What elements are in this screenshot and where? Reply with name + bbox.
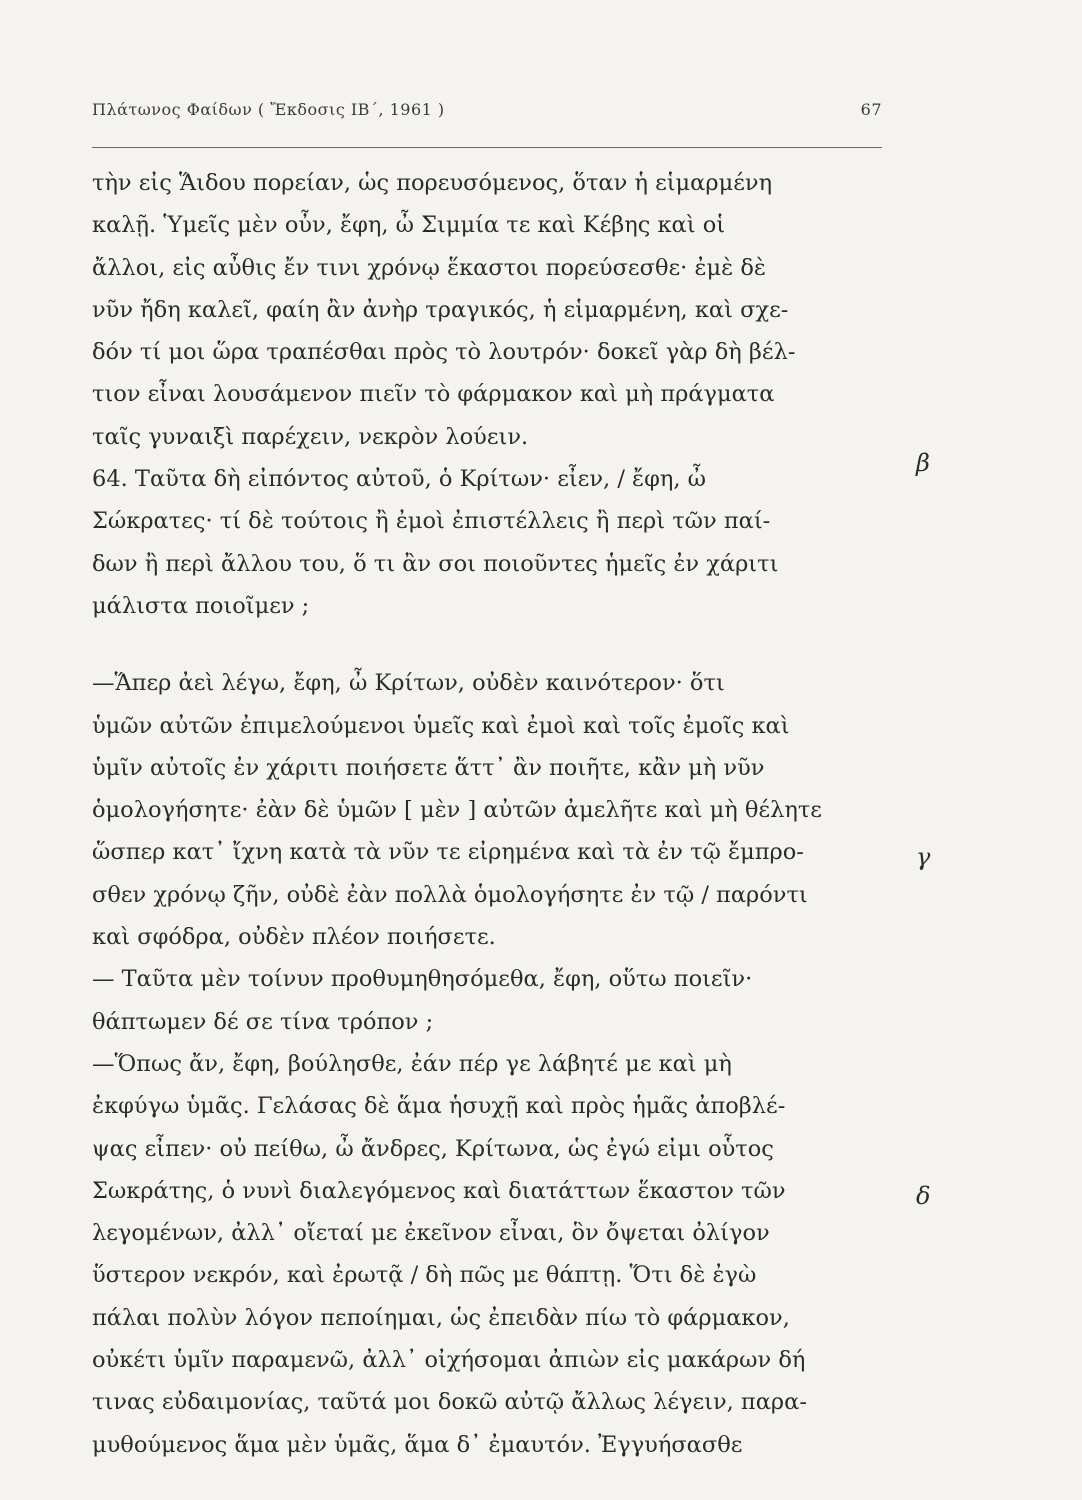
text-line: τινας εὐδαιμονίας, ταῦτά μοι δοκῶ αὐτῷ ἄλλως λέγειν, παρα- [92,1389,807,1416]
margin-letter-delta: δ [916,1182,931,1210]
header-rule [92,147,882,148]
text-line: ὁμολογήσητε· ἐὰν δὲ ὑμῶν [ μὲν ] αὐτῶν ἀμελῆτε καὶ μὴ θέλητε [92,797,822,824]
page-number: 67 [860,100,882,119]
text-line: τὴν εἰς Ἅιδου πορείαν, ὡς πορευσόμενος, ὅταν ἡ εἱμαρμένη [92,170,773,196]
text-line: δόν τί μοι ὥρα τραπέσθαι πρὸς τὸ λουτρόν· δοκεῖ γὰρ δὴ βέλ- [92,339,796,366]
text-line: ὑμῖν αὐτοῖς ἐν χάριτι ποιήσετε ἅττ᾽ ἂν ποιῆτε, κἂν μὴ νῦν [92,754,765,781]
text-line: 64. Ταῦτα δὴ εἰπόντος αὐτοῦ, ὁ Κρίτων· εἶεν, / ἔφη, ὦ [92,466,707,493]
text-line: ὥσπερ κατ᾽ ἴχνη κατὰ τὰ νῦν τε εἰρημένα καὶ τὰ ἐν τῷ ἔμπρο- [92,839,804,866]
margin-letter-gamma: γ [916,843,931,871]
text-line: μάλιστα ποιοῖμεν ; [92,592,310,619]
text-line: καὶ σφόδρα, οὐδὲν πλέον ποιήσετε. [92,924,496,951]
running-header [92,96,882,126]
margin-letter-beta: β [916,449,930,477]
text-line: ψας εἶπεν· οὐ πείθω, ὦ ἄνδρες, Κρίτωνα, ὡς ἐγώ εἰμι οὗτος [92,1135,774,1162]
text-line: λεγομένων, ἀλλ᾽ οἴεταί με ἐκεῖνον εἶναι, ὃν ὄψεται ὀλίγον [92,1220,770,1247]
text-line: θάπτωμεν δέ σε τίνα τρόπον ; [92,1008,434,1035]
text-line: νῦν ἤδη καλεῖ, φαίη ἂν ἀνὴρ τραγικός, ἡ εἱμαρμένη, καὶ σχε- [92,296,789,323]
text-line: ὕστερον νεκρόν, καὶ ἐρωτᾷ / δὴ πῶς με θάπτῃ. Ὅτι δὲ ἐγὼ [92,1262,757,1289]
text-line: μυθούμενος ἅμα μὲν ὑμᾶς, ἅμα δ᾽ ἐμαυτόν. Ἐγγυήσασθε [92,1431,743,1458]
text-line: ὑμῶν αὐτῶν ἐπιμελούμενοι ὑμεῖς καὶ ἐμοὶ καὶ τοῖς ἐμοῖς καὶ [92,712,790,739]
text-line: ἄλλοι, εἰς αὖθις ἔν τινι χρόνῳ ἕκαστοι πορεύσεσθε· ἐμὲ δὲ [92,254,767,281]
text-line: Σωκράτης, ὁ νυνὶ διαλεγόμενος καὶ διατάττων ἕκαστον τῶν [92,1177,786,1204]
text-line: οὐκέτι ὑμῖν παραμενῶ, ἀλλ᾽ οἰχήσομαι ἀπιὼν εἰς μακάρων δή [92,1347,806,1374]
text-line: ταῖς γυναιξὶ παρέχειν, νεκρὸν λούειν. [92,423,529,450]
text-line: Σώκρατες· τί δὲ τούτοις ἢ ἐμοὶ ἐπιστέλλεις ἢ περὶ τῶν παί- [92,508,771,535]
text-line: τιον εἶναι λουσάμενον πιεῖν τὸ φάρμακον καὶ μὴ πράγματα [92,381,775,408]
text-line: σθεν χρόνῳ ζῆν, οὐδὲ ἐὰν πολλὰ ὁμολογήσητε ἐν τῷ / παρόντι [92,881,808,908]
text-line: πάλαι πολὺν λόγον πεποίημαι, ὡς ἐπειδὰν πίω τὸ φάρμακον, [92,1304,790,1331]
header-title: Πλάτωνος Φαίδων ( Ἔκδοσις ΙΒ΄, 1961 ) [92,100,445,119]
text-line: —Ὅπως ἄν, ἔφη, βούλησθε, ἐάν πέρ γε λάβητέ με καὶ μὴ [92,1050,732,1077]
text-body [92,162,882,1466]
text-line: καλῇ. Ὑμεῖς μὲν οὖν, ἔφη, ὦ Σιμμία τε καὶ Κέβης καὶ οἱ [92,212,726,239]
text-line: δων ἢ περὶ ἄλλου του, ὅ τι ἂν σοι ποιοῦντες ἡμεῖς ἐν χάριτι [92,550,779,577]
text-line: —Ἅπερ ἀεὶ λέγω, ἔφη, ὦ Κρίτων, οὐδὲν καινότερον· ὅτι [92,670,725,697]
text-line: ἐκφύγω ὑμᾶς. Γελάσας δὲ ἅμα ἡσυχῇ καὶ πρὸς ἡμᾶς ἀποβλέ- [92,1093,786,1120]
text-line: — Ταῦτα μὲν τοίνυν προθυμηθησόμεθα, ἔφη, οὕτω ποιεῖν· [92,966,753,993]
